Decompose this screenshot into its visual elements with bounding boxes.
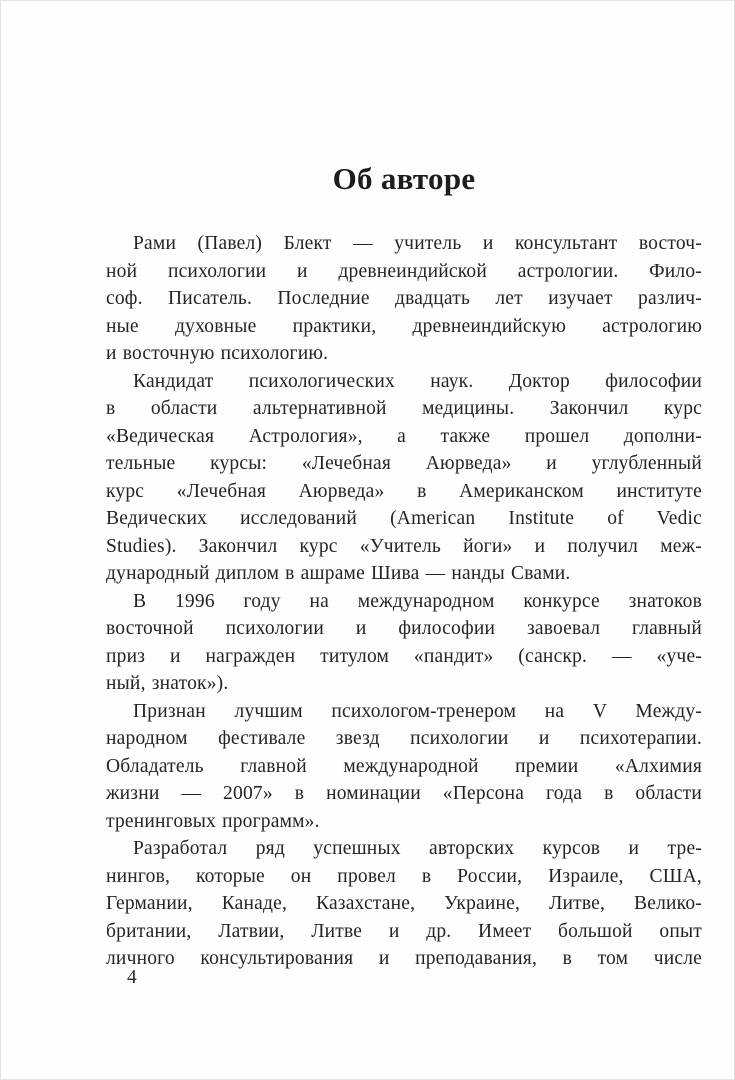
text-line: Разработал ряд успешных авторских курсов и тре- — [133, 838, 702, 859]
text-line: приз и награжден титулом «пандит» (санскр. — «уче- — [106, 645, 702, 667]
text-line: тренинговых программ». — [106, 810, 320, 832]
text-column — [106, 161, 702, 973]
text-line: в области альтернативной медицины. Закончил курс — [106, 398, 702, 419]
text-line: народном фестивале звезд психологии и психотерапии. — [106, 728, 702, 749]
text-line: Германии, Канаде, Казахстане, Украине, Литве, Велико- — [106, 893, 702, 914]
text-line: ные духовные практики, древнеиндийскую астрологию — [106, 315, 702, 337]
text-line: дународный диплом в ашраме Шива — нанды Свами. — [106, 563, 571, 584]
text-line: ной психологии и древнеиндийской астрологии. Фило- — [106, 260, 702, 282]
text-line: В 1996 году на международном конкурсе знатоков — [133, 590, 702, 612]
paragraph — [106, 230, 702, 368]
text-line: британии, Латвии, Литве и др. Имеет большой опыт — [106, 920, 702, 942]
text-line: личного консультирования и преподавания, в том числе — [106, 948, 702, 969]
text-line: Признан лучшим психологом-тренером на V Между- — [133, 700, 702, 722]
text-line: Рами (Павел) Блект — учитель и консультант восточ- — [133, 233, 702, 254]
text-line: «Ведическая Астрология», а также прошел дополни- — [106, 425, 702, 447]
text-line: ный, знаток»). — [106, 673, 229, 694]
paragraph — [106, 698, 702, 836]
text-line: Ведических исследований (American Institute of Vedic — [106, 508, 702, 529]
text-line: тельные курсы: «Лечебная Аюрведа» и углубленный — [106, 453, 702, 474]
text-line: курс «Лечебная Аюрведа» в Американском институте — [106, 480, 702, 502]
paragraph — [106, 588, 702, 698]
page-title: Об авторе — [332, 161, 476, 196]
paragraph — [106, 835, 702, 973]
text-line: восточной психологии и философии завоевал главный — [106, 618, 702, 639]
page-number: 4 — [127, 967, 137, 988]
text-block — [106, 230, 702, 973]
text-line: Кандидат психологических наук. Доктор философии — [133, 370, 702, 392]
paragraph — [106, 368, 702, 588]
text-line: соф. Писатель. Последние двадцать лет изучает различ- — [106, 288, 702, 309]
text-line: жизни — 2007» в номинации «Персона года в области — [106, 783, 702, 804]
text-line: нингов, которые он провел в России, Израиле, США, — [106, 865, 702, 887]
text-line: Studies). Закончил курс «Учитель йоги» и получил меж- — [106, 535, 702, 557]
text-line: Обладатель главной международной премии «Алхимия — [106, 755, 702, 777]
text-line: и восточную психологию. — [106, 343, 329, 364]
